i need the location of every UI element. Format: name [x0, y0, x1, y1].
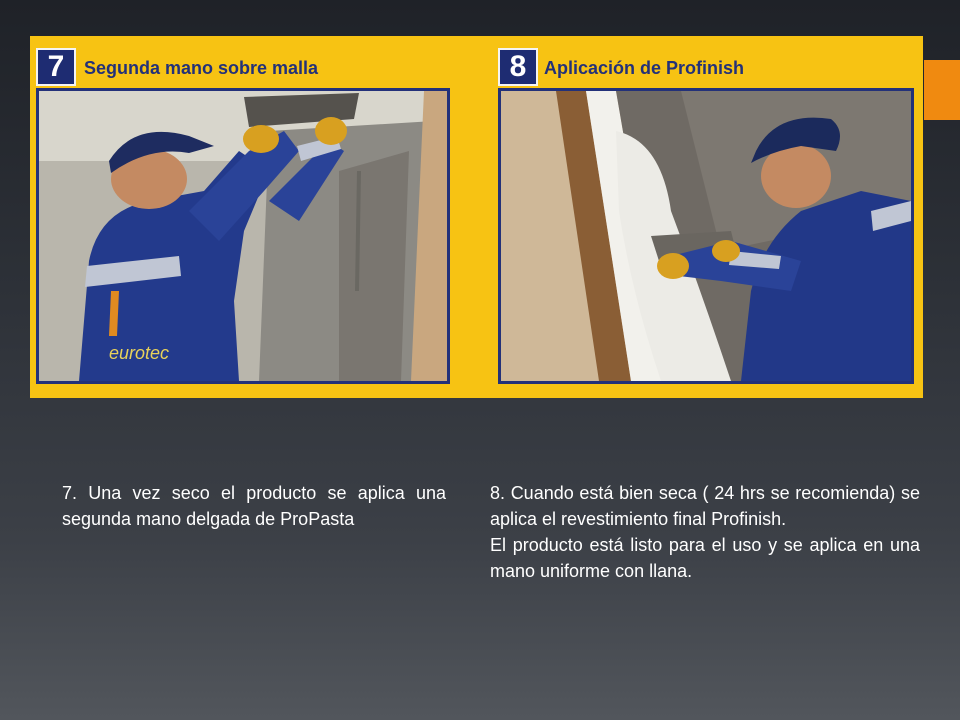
- step-7-photo: [36, 88, 450, 384]
- step-7-caption: [62, 480, 446, 532]
- step-7-panel: [30, 36, 476, 398]
- step-8-photo: [498, 88, 914, 384]
- caption-paragraph: 8. Cuando está bien seca ( 24 hrs se recomienda) se aplica el revestimiento final Profinish.: [490, 483, 920, 529]
- accent-tab: [924, 60, 960, 120]
- photo-banner: [30, 36, 923, 398]
- caption-paragraph: El producto está listo para el uso y se aplica en una mano uniforme con llana.: [490, 535, 920, 581]
- caption-paragraph: 7. Una vez seco el producto se aplica una segunda mano delgada de ProPasta: [62, 483, 446, 529]
- step-title: Segunda mano sobre malla: [84, 58, 319, 78]
- step-8-panel: [494, 36, 923, 398]
- worker-applying-profinish-photo: [501, 91, 911, 381]
- step-8-caption: [490, 480, 920, 584]
- step-title: Aplicación de Profinish: [544, 58, 745, 78]
- step-number-badge: 7: [36, 48, 76, 86]
- step-number-badge: 8: [498, 48, 538, 86]
- eurotec-logo-text: eurotec: [109, 343, 170, 363]
- worker-applying-second-coat-photo: [39, 91, 447, 381]
